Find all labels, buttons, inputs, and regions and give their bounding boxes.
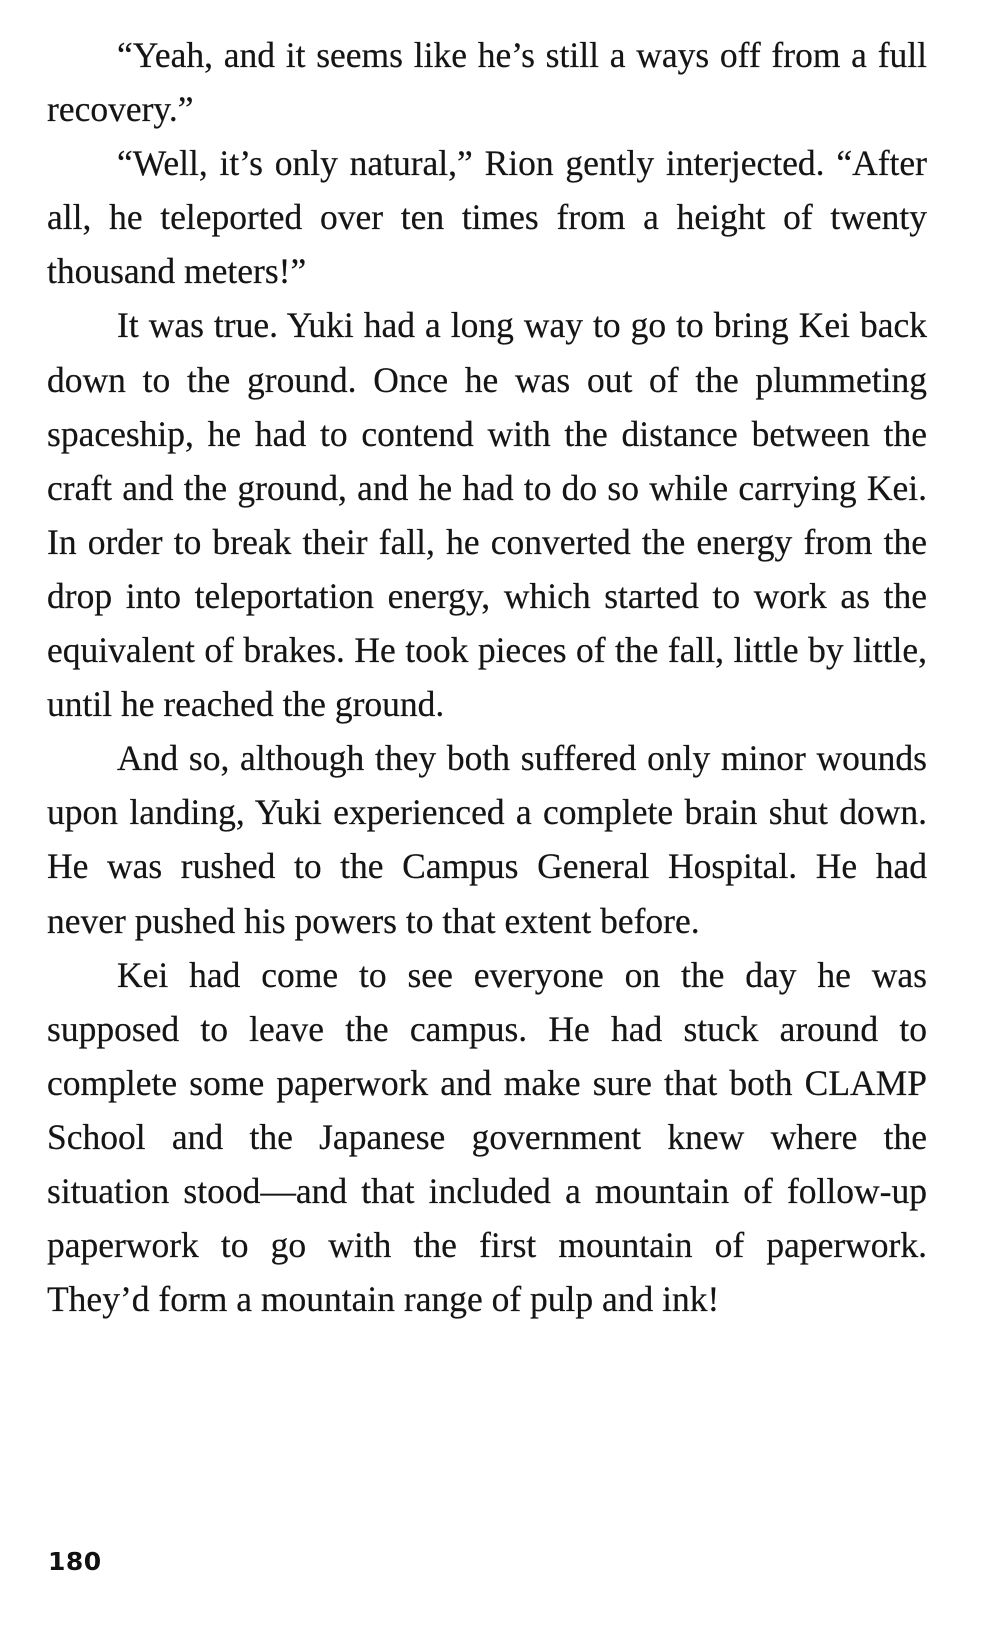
paragraph-1: “Yeah, and it seems like he’s still a ways off from a full recovery.” bbox=[47, 35, 927, 130]
page-number: 180 bbox=[48, 1547, 102, 1576]
paragraph-2: “Well, it’s only natural,” Rion gently interjected. “After all, he teleported over ten times from a height of twenty thousand meters!” bbox=[47, 143, 927, 292]
body-text bbox=[47, 28, 927, 1326]
paragraph-3: It was true. Yuki had a long way to go to bring Kei back down to the ground. Once he was out of the plummeting spaceship, he had to contend with the distance between the craft and the ground, and he had to do so while carrying Kei. In order to break their fall, he converted the energy from the drop into teleportation energy, which started to work as the equivalent of brakes. He took pieces of the fall, little by little, until he reached the ground. bbox=[47, 305, 927, 725]
paragraph-4: And so, although they both suffered only minor wounds upon landing, Yuki experienced a complete brain shut down. He was rushed to the Campus General Hospital. He had never pushed his powers to that extent before. bbox=[47, 738, 927, 941]
paragraph-5: Kei had come to see everyone on the day he was supposed to leave the campus. He had stuck around to complete some paperwork and make sure that both CLAMP School and the Japanese government knew where the situation stood—and that included a mountain of follow-up paperwork to go with the first mountain of paperwork. They’d form a mountain range of pulp and ink! bbox=[47, 954, 927, 1320]
